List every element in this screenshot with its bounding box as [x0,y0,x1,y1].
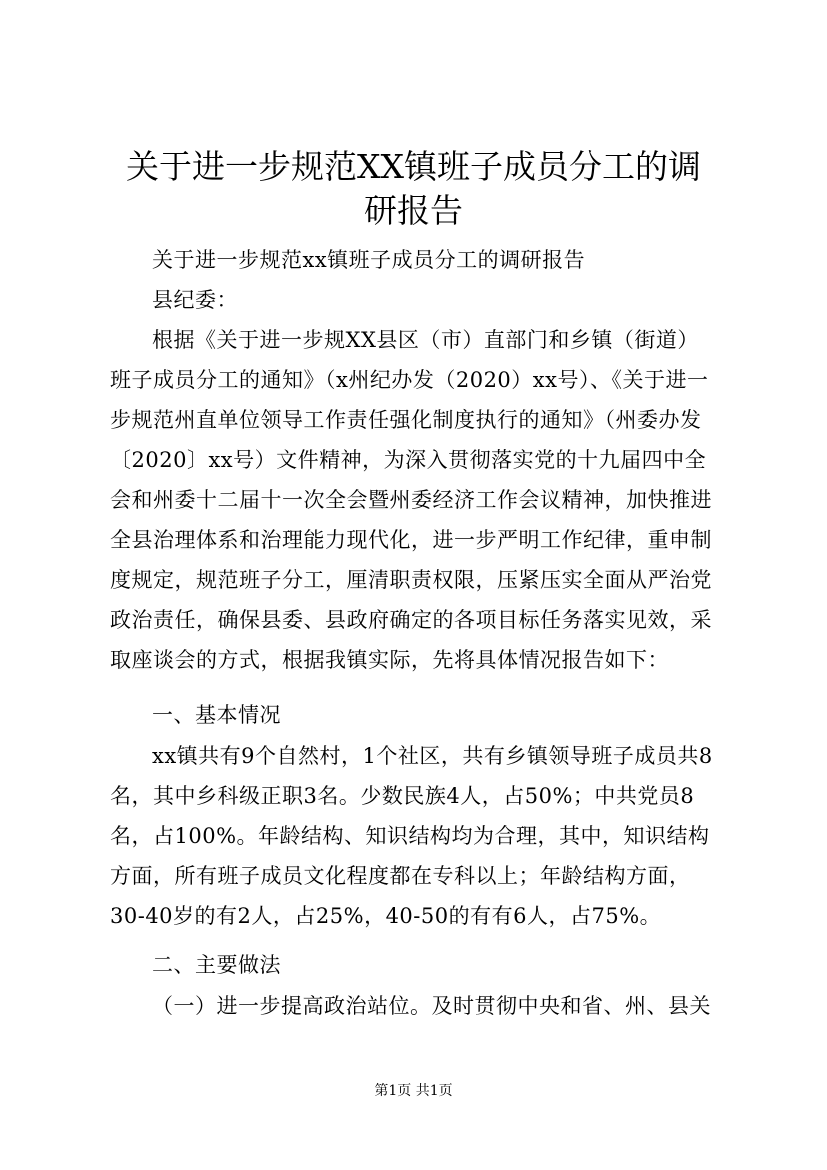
addressee: 县纪委： [152,288,238,312]
section-heading-basic-situation: 一、基本情况 [152,703,281,727]
section-heading-main-practices: 二、主要做法 [152,953,281,977]
subtitle: 关于进一步规范xx镇班子成员分工的调研报告 [152,248,586,272]
main-practices-item-1: （一）进一步提高政治站位。及时贯彻中央和省、州、县关 [152,994,711,1018]
basic-situation-paragraph: xx镇共有9个自然村，1个社区，共有乡镇领导班子成员共8名，其中乡科级正职3名。少数民族4人，占50%；中共党员8名，占100%。年龄结构、知识结构均为合理，其中，知识结构方面，所有班子成员文化程度都在专科以上；年龄结构方面，30-40岁的有2人，占25%，40-50的有有6人，占75%。 [110,744,713,928]
page-footer: 第1页 共1页 [374,1083,453,1099]
document-title: 关于进一步规范XX镇班子成员分工的调研报告 [126,147,701,230]
intro-paragraph: 根据《关于进一步规XX县区（市）直部门和乡镇（街道）班子成员分工的通知》（x州纪办发（2020）xx号）、《关于进一步规范州直单位领导工作责任强化制度执行的通知》（州委办发〔2020〕xx号）文件精神，为深入贯彻落实党的十九届四中全会和州委十二届十一次全会暨州委经济工作会议精神，加快推进全县治理体系和治理能力现代化，进一步严明工作纪律，重申制度规定，规范班子分工，厘清职责权限，压紧压实全面从严治党政治责任，确保县委、县政府确定的各项目标任务落实见效，采取座谈会的方式，根据我镇实际，先将具体情况报告如下： [110,328,712,672]
